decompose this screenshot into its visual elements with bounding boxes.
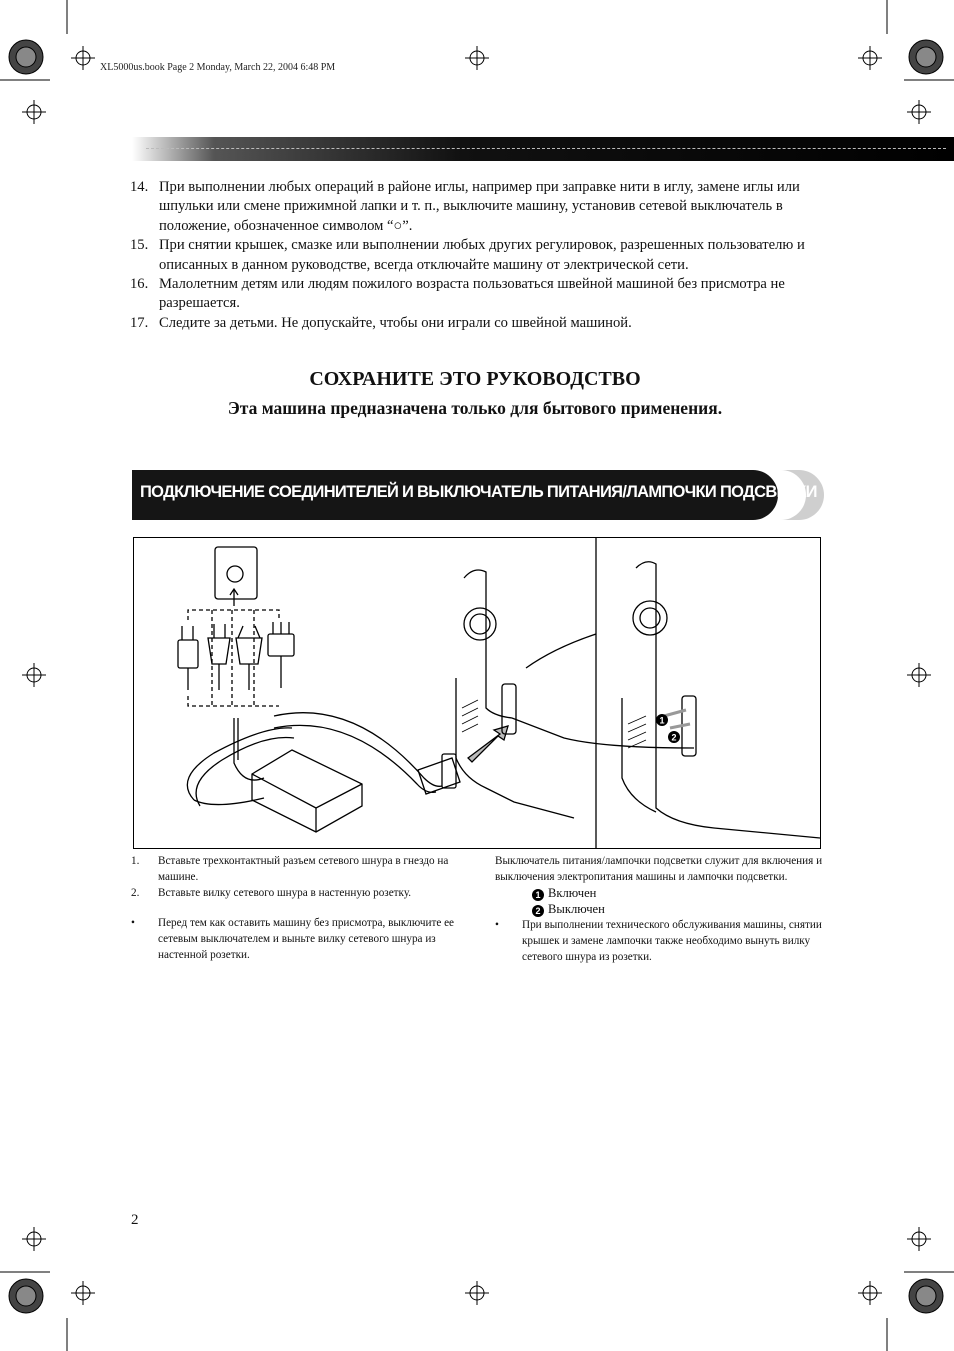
crosshair-icon bbox=[907, 100, 931, 124]
corner-rosette-icon bbox=[909, 40, 943, 74]
item-text: При снятии крышек, смазке или выполнении любых других регулировок, разрешенных пользователю и описанных в данном руководстве, всегда отключайте машину от электрической сети. bbox=[159, 237, 805, 273]
callout-off-label: 2 bbox=[671, 732, 677, 743]
crosshair-icon bbox=[858, 46, 882, 70]
corner-rosette-icon bbox=[909, 1279, 943, 1313]
crosshair-icon bbox=[22, 1227, 46, 1251]
page-number: 2 bbox=[131, 1212, 139, 1228]
item-number: 14. bbox=[130, 179, 149, 195]
crosshair-icon bbox=[465, 46, 489, 70]
corner-rosette-icon bbox=[9, 40, 43, 74]
step-number: 2. bbox=[131, 887, 140, 899]
crosshair-icon bbox=[22, 663, 46, 687]
item-text: При выполнении любых операций в районе иглы, например при заправке нити в иглу, замене иглы или шпульки или смене прижимной лапки и т. п., выключите машину, установив сетевой выключатель в положение, обозначенное символом “○”. bbox=[159, 179, 800, 234]
item-text: Малолетним детям или людям пожилого возраста пользоваться швейной машиной без присмотра не разрешается. bbox=[159, 276, 785, 312]
crosshair-icon bbox=[71, 46, 95, 70]
crosshair-icon bbox=[465, 1281, 489, 1305]
step-text: Вставьте вилку сетевого шнура в настенную розетку. bbox=[158, 887, 412, 899]
crosshair-icon bbox=[907, 1227, 931, 1251]
note-text: При выполнении технического обслуживания машины, снятии крышек и замене лампочки также необходимо вынуть вилку сетевого шнура из розетки. bbox=[522, 919, 822, 963]
note-text: Перед тем как оставить машину без присмотра, выключите ее сетевым выключателем и выньте вилку сетевого шнура из настенной розетки. bbox=[158, 917, 455, 961]
bullet-mark: • bbox=[131, 917, 135, 929]
bullet-mark: • bbox=[495, 919, 499, 931]
corner-rosette-icon bbox=[9, 1279, 43, 1313]
state-on-marker: 1 bbox=[532, 889, 544, 901]
crosshair-icon bbox=[71, 1281, 95, 1305]
state-on-label: Включен bbox=[548, 886, 597, 900]
crosshair-icon bbox=[22, 100, 46, 124]
state-off-label: Выключен bbox=[548, 902, 605, 916]
step-text: Вставьте трехконтактный разъем сетевого шнура в гнездо на машине. bbox=[158, 855, 449, 883]
item-number: 16. bbox=[130, 276, 149, 293]
step-number: 1. bbox=[131, 855, 140, 867]
crosshair-icon bbox=[858, 1281, 882, 1305]
save-manual-title: СОХРАНИТЕ ЭТО РУКОВОДСТВО bbox=[309, 368, 641, 390]
item-text: Следите за детьми. Не допускайте, чтобы они играли со швейной машиной. bbox=[159, 314, 632, 331]
crosshair-icon bbox=[907, 663, 931, 687]
item-number: 17. bbox=[130, 314, 149, 331]
state-off-marker: 2 bbox=[532, 905, 544, 917]
callout-on-label: 1 bbox=[659, 715, 665, 726]
section-title: ПОДКЛЮЧЕНИЕ СОЕДИНИТЕЛЕЙ И ВЫКЛЮЧАТЕЛЬ ПИТАНИЯ/ЛАМПОЧКИ ПОДСВЕТКИ bbox=[140, 483, 817, 501]
file-info-header: XL5000us.book Page 2 Monday, March 22, 2004 6:48 PM bbox=[100, 62, 336, 73]
household-use-subtitle: Эта машина предназначена только для бытового применения. bbox=[227, 398, 723, 418]
item-number: 15. bbox=[130, 237, 149, 254]
switch-intro: Выключатель питания/лампочки подсветки служит для включения и выключения электропитания машины и лампочки подсветки. bbox=[495, 855, 823, 883]
